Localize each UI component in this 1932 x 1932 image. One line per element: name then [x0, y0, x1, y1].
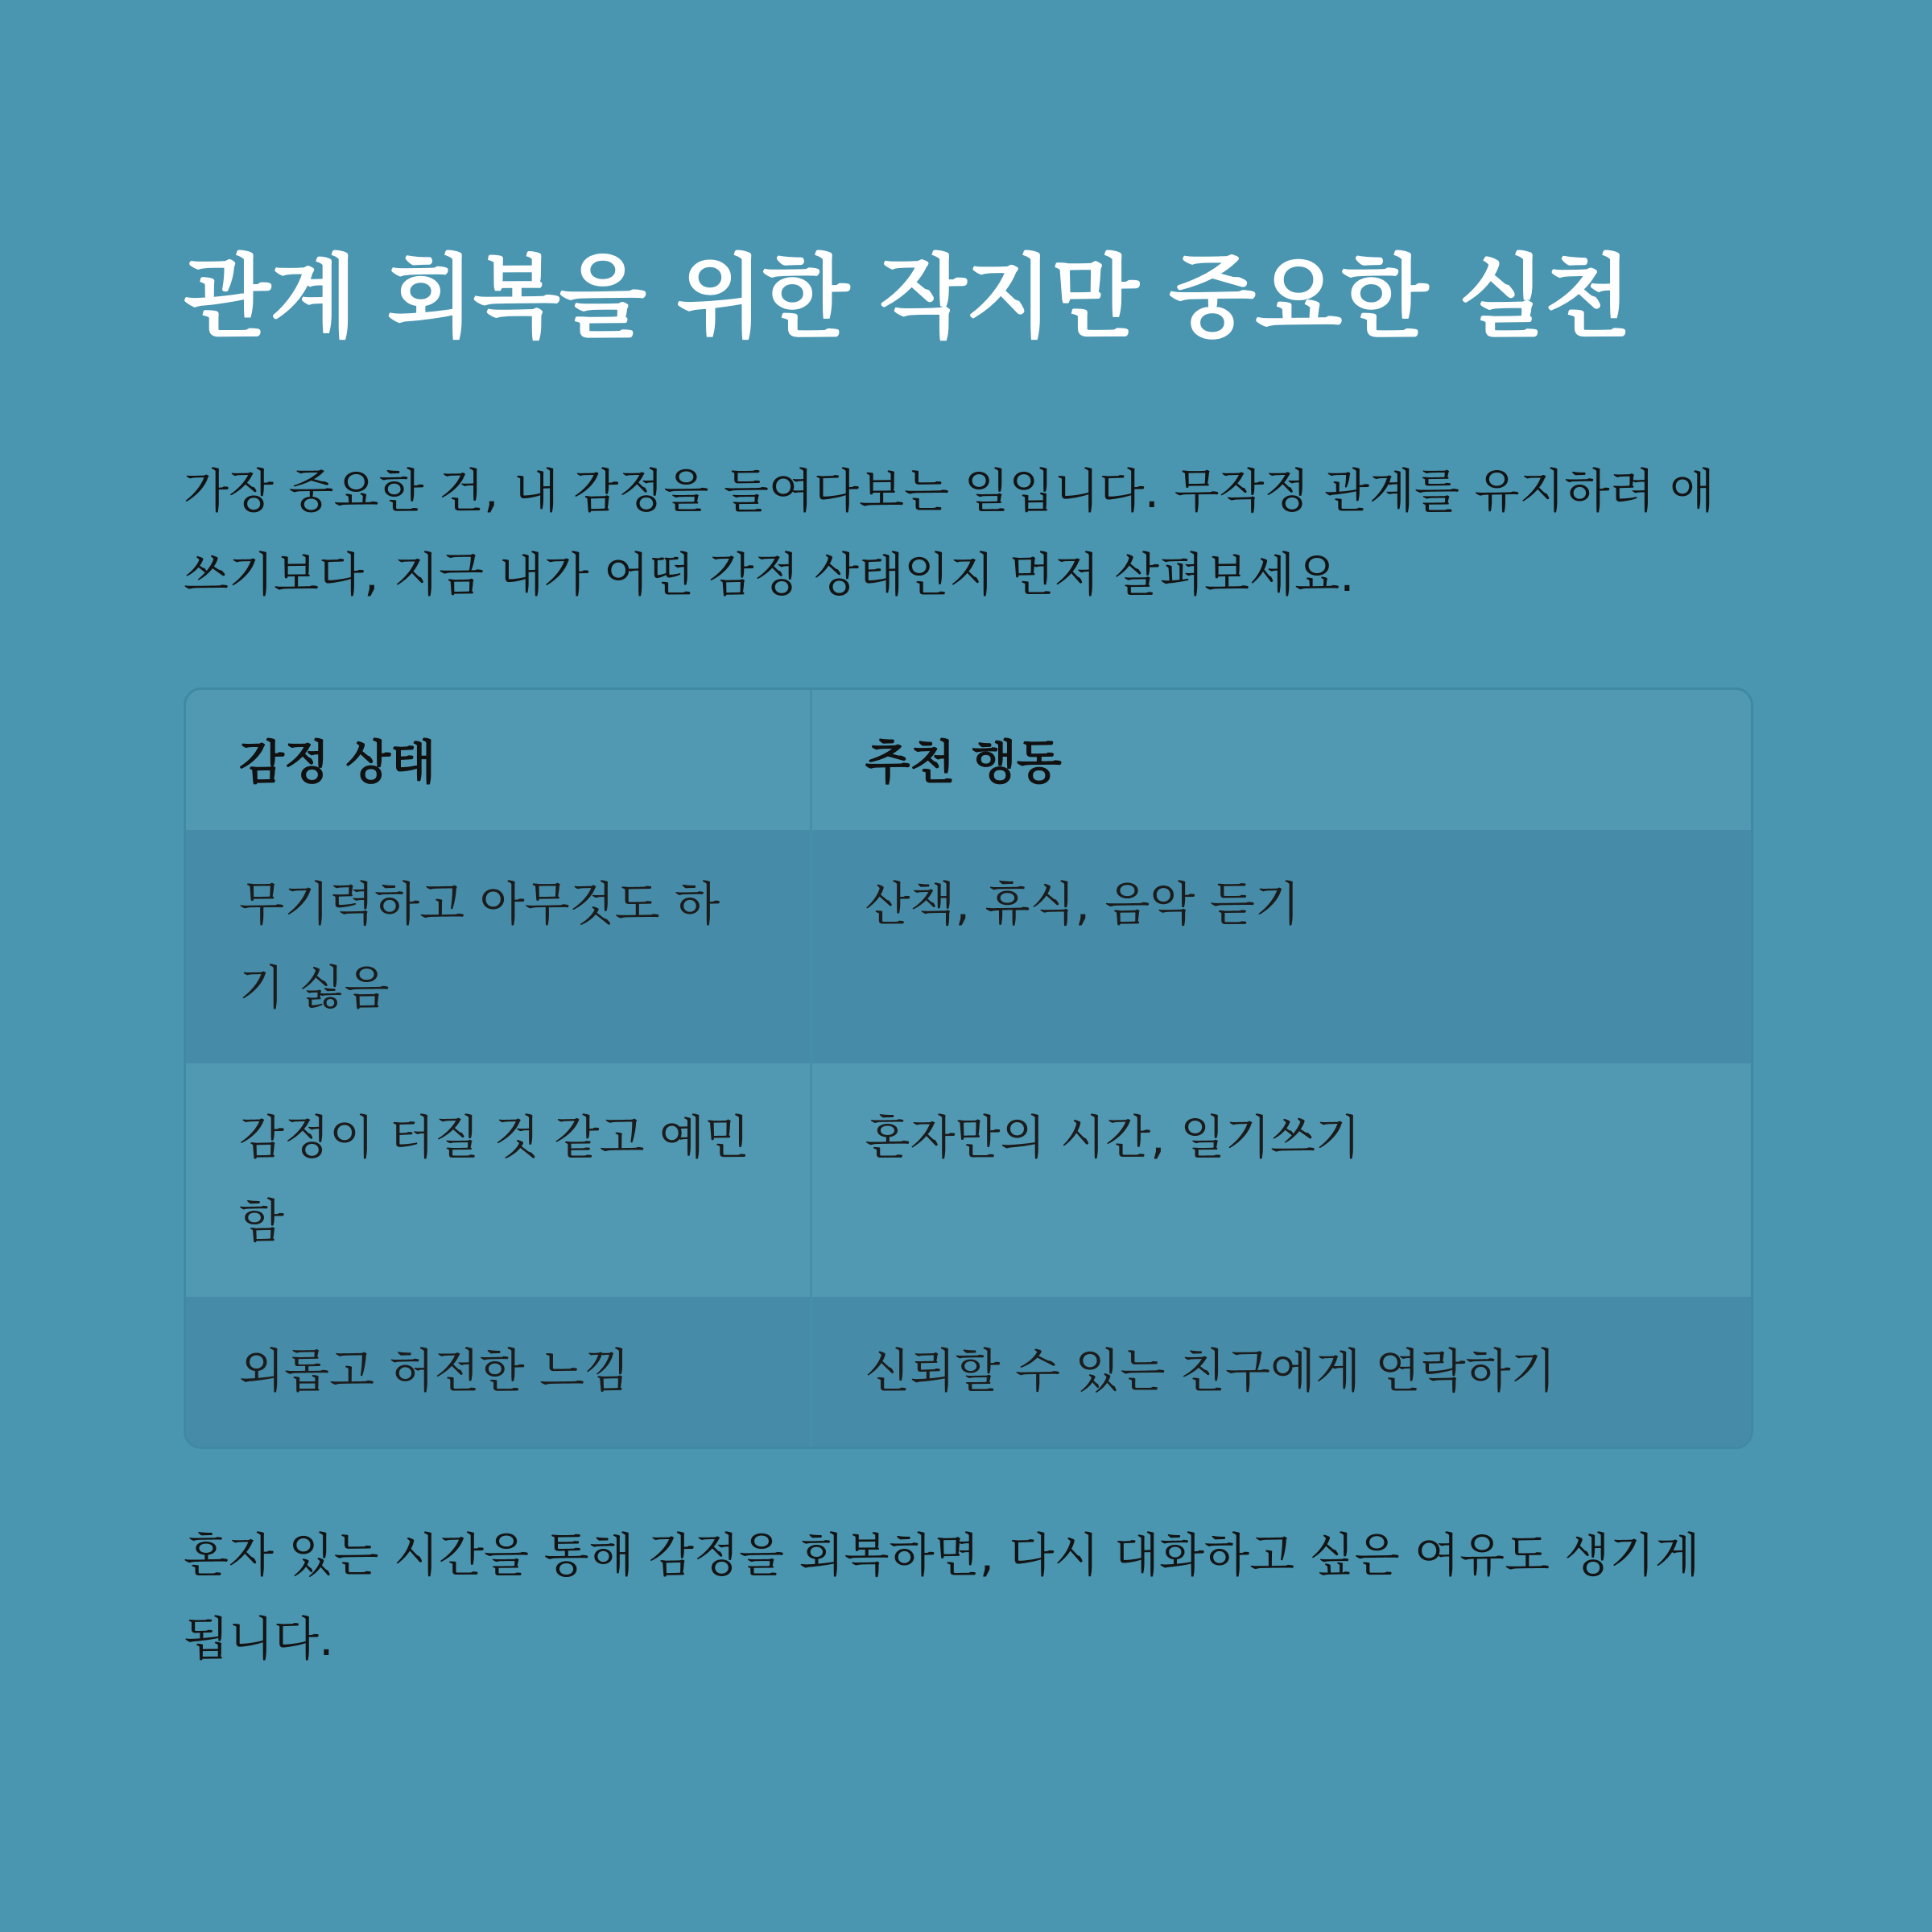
column-header-emotion-state: 감정 상태	[186, 690, 811, 830]
content-card	[184, 242, 1748, 1681]
column-header-recommended-action: 추천 행동	[865, 735, 1062, 790]
closing-paragraph: 혼자 있는 시간을 통해 감정을 회복하면, 다시 대화하고 싶은 여유도 생기게 됩니다.	[184, 1528, 1700, 1666]
table-row	[186, 830, 1751, 1063]
table-header-row	[186, 690, 1751, 830]
emotion-state-cell: 무기력하고 아무것도 하기 싫음	[186, 830, 811, 1063]
recommended-action-cell: 신뢰할 수 있는 친구에게 연락하기	[811, 1297, 1751, 1447]
emotion-action-table	[184, 687, 1753, 1449]
table-row	[186, 1063, 1751, 1297]
emotion-state-cell: 외롭고 허전한 느낌	[186, 1297, 811, 1447]
page-title: 관계 회복을 위한 작지만 중요한 실천	[184, 246, 1631, 350]
intro-paragraph: 가장 중요한 건, 내 감정을 들여다보는 일입니다. 무작정 관계를 유지하려 애쓰기보다, 지금 내가 어떤 감정 상태인지 먼저 살펴보세요.	[184, 464, 1715, 602]
recommended-action-cell: 산책, 휴식, 음악 듣기	[811, 830, 1751, 1063]
recommended-action-cell: 혼자만의 시간, 일기쓰기	[811, 1063, 1751, 1297]
table-row	[186, 1297, 1751, 1447]
table	[186, 690, 1751, 1447]
emotion-state-cell: 감정이 터질 것 같고 예민함	[186, 1063, 811, 1297]
